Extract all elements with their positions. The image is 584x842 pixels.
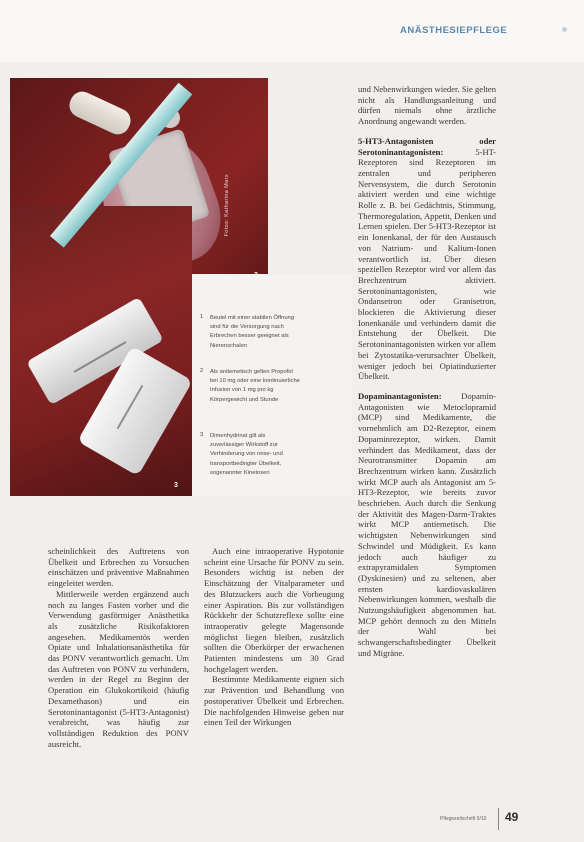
body-column-middle <box>204 546 344 728</box>
photo-syringe-and-vials <box>10 206 192 496</box>
photo-number: 3 <box>174 482 178 489</box>
body-paragraph: Dopamin-Antagonisten wie Metoclopramid (MCP) sind Medikamente, die vornehmlich am D2-Rezeptor, einem Dopaminrezeptor, wirken. Damit verhindert das Medikament, dass der Neurotransmitter Dopamin am Brechzentrum wirken kann. Zusätzlich wirkt MCP auch als Antagonist am 5-HT3-Rezeptor, wie bereits zuvor beschrieben. Auch durch die Senkung der Aktivität des Magen-Darm-Traktes wirkt MCP antiemetisch. Die wichtigsten Nebenwirkungen sind Schwindel und Müdigkeit. Es kann jedoch auch häufiger zu extrapyramidalen Symptomen (Dyskinesien) und zu seltenen, aber ernsten kardiovaskulären Nebenwirkungen kommen, weshalb die Nutzungshäufigkeit abgenommen hat. MCP gehört dennoch zu den Mitteln der Wahl bei schwangerschaftsbedingter Übelkeit und Migräne. <box>358 390 496 658</box>
caption-number: 2 <box>200 368 204 374</box>
body-paragraph: 5-HT-Rezeptoren sind Rezeptoren im zentralen und peripheren Nervensystem, die durch Serotonin aktiviert werden und eine wichtige Rolle z. B. bei Gedächtnis, Stimmung, Thermoregulation, Appetit, Denken und Lernen spielen. Der 5-HT3-Rezeptor ist ein Ionenkanal, der für den Austausch von Natrium- und Kalium-Ionen verantwortlich ist. Über diesen speziellen Rezeptor wird vor allem das Brechzentrum aktiviert. Serotoninantagonisten, wie Ondansetron oder Granisetron, blockieren die Aktivierung dieser Ionenkanäle und verhindern damit die Entstehung der Übelkeit. Die Serotoninantagonisten wirken vor allem bei Zytostatika-verursachter Übelkeit, weniger jedoch bei Opiatinduzierter Übelkeit. <box>358 146 496 382</box>
caption-text: Dimenhydrinat gilt als zuverlässiger Wirkstoff zur Verhinderung von reise- und transportbedingter Übelkeit, sogenannter Kinetosen <box>210 433 283 476</box>
caption-number: 3 <box>200 432 204 438</box>
body-paragraph: und Nebenwirkungen wieder. Sie gelten nicht als Handlungsanleitung und dürfen niemals ohne ärztliche Anordnung angewandt werden. <box>358 84 496 127</box>
body-column-right <box>358 84 496 659</box>
caption-panel <box>192 274 352 496</box>
body-paragraph: scheinlichkeit des Auftretens von Übelkeit und Erbrechen zu Vorsuchen einschätzen und präventive Maßnahmen eingeleitet werden. <box>48 546 189 589</box>
body-paragraph: Auch eine intraoperative Hypotonie scheint eine Ursache für PONV zu sein. Besonders wichtig ist neben der Einschätzung der Vitalparameter und des Blutzuckers auch die Vorbeugung einer Aspiration. Bis zur vollständigen Rückkehr der Schutzreflexe sollte eine intraoperativ gelegte Magensonde möglichst liegen bleiben, zusätzlich sollten die Oberkörper der erwachenen Patienten mindestens um 30 Grad hochgelagert werden. <box>204 546 344 674</box>
page-number: 49 <box>505 810 519 824</box>
body-paragraph: Bestimmte Medikamente eignen sich zur Prävention und Behandlung von postoperativer Übelkeit und Erbrechen. Die nachfolgenden Hinweise geben nur einen Teil der Wirkungen <box>204 674 344 728</box>
header-dot <box>562 27 567 32</box>
caption-number: 1 <box>200 314 204 320</box>
photo-ampoule <box>66 88 135 139</box>
footer-rule <box>498 808 499 830</box>
footer-magazine: Pflegezeitschrift 9/10 <box>440 816 487 822</box>
body-paragraph: Mittlerweile werden ergänzend auch noch zu langes Fasten vorher und die Verwendung gasförmiger Anästhetika als zusätzliche Risikofaktoren angesehen. Medikamentös werden Opiate und Inhalationsanästhetika für das PONV verantwortlich gemacht. Um das Auftreten von PONV zu verhindern, werden in der Regel zu Beginn der Operation ein Glukokortikoid (häufig Dexamethason) und ein Serotoninantagonist (5-HT3-Antagonist) verabreicht, was häufig zur vollständigen Reduktion des PONV ausreicht. <box>48 588 189 749</box>
body-column-left <box>48 546 189 749</box>
running-head: ANÄSTHESIEPFLEGE <box>400 25 508 36</box>
section-heading: 5-HT3-Antagonisten oder Serotoninantagonisten: <box>358 135 496 157</box>
section-heading: Dopaminantagonisten: <box>358 390 442 401</box>
caption-text: Als antiemetisch gelten Propofol bei 10 mg oder eine kontinuierliche Infusion von 1 mg pro kg Körpergewicht und Stunde <box>210 369 300 403</box>
photo-credit: Fotos: Katharina Marx <box>224 174 230 237</box>
caption-text: Beutel mit einer stabilen Öffnung sind für die Versorgung nach Erbrechen besser geeignet als Nierenschalen <box>210 315 294 349</box>
